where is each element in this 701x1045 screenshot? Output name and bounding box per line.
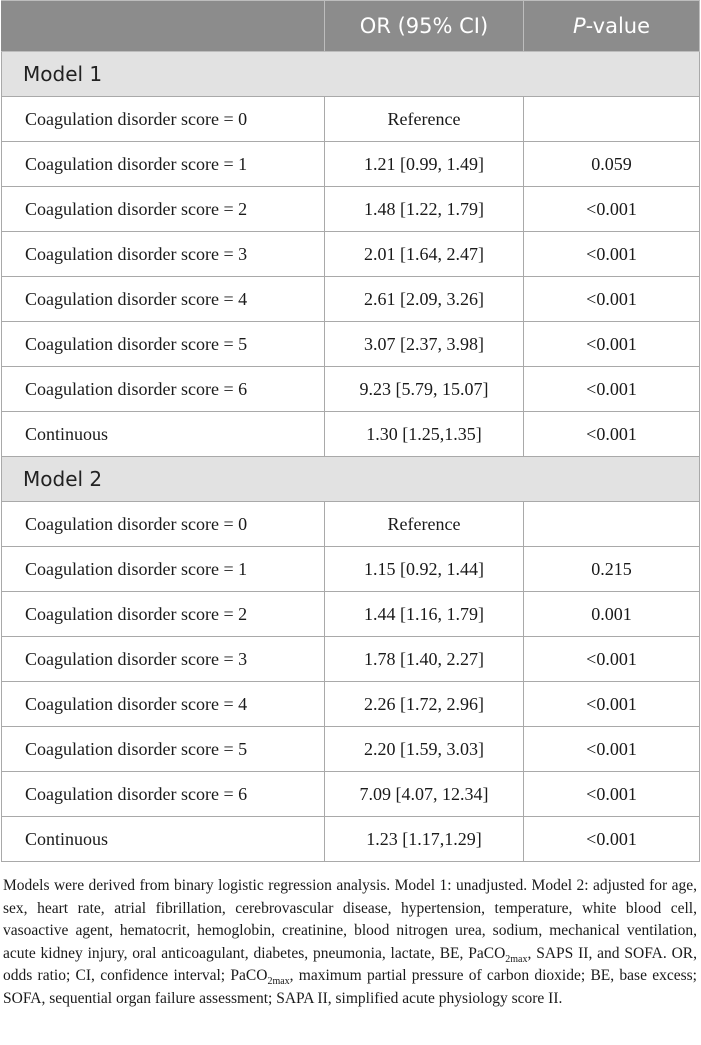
or-ci-value: 2.20 [1.59, 3.03] [325, 727, 524, 772]
or-ci-value: 9.23 [5.79, 15.07] [325, 367, 524, 412]
row-label: Coagulation disorder score = 5 [2, 727, 325, 772]
p-value: <0.001 [524, 367, 700, 412]
table-row [2, 277, 700, 322]
p-value: 0.215 [524, 547, 700, 592]
footnote-sub-1: 2max [505, 953, 528, 965]
table-row [2, 367, 700, 412]
or-ci-value: 1.23 [1.17,1.29] [325, 817, 524, 862]
p-value: <0.001 [524, 277, 700, 322]
table-row [2, 502, 700, 547]
model-title: Model 2 [2, 457, 700, 502]
p-value: <0.001 [524, 817, 700, 862]
model-header-row [2, 457, 700, 502]
or-ci-value: 3.07 [2.37, 3.98] [325, 322, 524, 367]
table-row [2, 817, 700, 862]
header-or-ci: OR (95% CI) [325, 1, 524, 52]
table-row [2, 142, 700, 187]
row-label: Coagulation disorder score = 1 [2, 142, 325, 187]
p-value: <0.001 [524, 187, 700, 232]
or-ci-value: Reference [325, 502, 524, 547]
model-header-row [2, 52, 700, 97]
header-row [2, 1, 700, 52]
table-row [2, 637, 700, 682]
p-value: <0.001 [524, 232, 700, 277]
row-label: Coagulation disorder score = 4 [2, 277, 325, 322]
p-value: <0.001 [524, 412, 700, 457]
p-value: 0.001 [524, 592, 700, 637]
row-label: Coagulation disorder score = 6 [2, 367, 325, 412]
row-label: Coagulation disorder score = 2 [2, 187, 325, 232]
header-p-rest: -value [585, 14, 651, 38]
row-label: Coagulation disorder score = 0 [2, 502, 325, 547]
row-label: Coagulation disorder score = 2 [2, 592, 325, 637]
or-ci-value: 1.78 [1.40, 2.27] [325, 637, 524, 682]
row-label: Coagulation disorder score = 3 [2, 232, 325, 277]
p-value: <0.001 [524, 772, 700, 817]
or-ci-value: 2.61 [2.09, 3.26] [325, 277, 524, 322]
or-ci-value: 1.15 [0.92, 1.44] [325, 547, 524, 592]
table-row [2, 547, 700, 592]
header-p-value [524, 1, 700, 52]
row-label: Continuous [2, 817, 325, 862]
footnote-part-1: Models were derived from binary logistic regression analysis. Model 1: unadjusted. Model 2: adjusted for age, sex, heart rate, atrial fibrillation, cerebrovascular disease, hypertension, temperature, white blood cell, vasoactive agent, hematocrit, hemoglobin, creatinine, blood nitrogen urea, sodium, mechanical ventilation, acute kidney injury, oral anticoagulant, diabetes, pneumonia, lactate, BE, PaCO [3, 877, 697, 962]
or-ci-value: 1.21 [0.99, 1.49] [325, 142, 524, 187]
p-value: <0.001 [524, 322, 700, 367]
row-label: Coagulation disorder score = 5 [2, 322, 325, 367]
header-blank-cell [2, 1, 325, 52]
results-table [1, 0, 700, 862]
row-label: Coagulation disorder score = 3 [2, 637, 325, 682]
p-value [524, 97, 700, 142]
model-title: Model 1 [2, 52, 700, 97]
p-value: 0.059 [524, 142, 700, 187]
or-ci-value: 1.44 [1.16, 1.79] [325, 592, 524, 637]
row-label: Coagulation disorder score = 0 [2, 97, 325, 142]
table-row [2, 187, 700, 232]
table-footnote [3, 875, 697, 1010]
table-row [2, 412, 700, 457]
table-row [2, 772, 700, 817]
table-row [2, 232, 700, 277]
table-row [2, 727, 700, 772]
footnote-part-3: , maximum partial pressure of carbon dioxide; BE, base excess; SOFA, sequential organ failure assessment; SAPA II, simplified acute physiology score II. [3, 967, 697, 1007]
header-p-italic: P [572, 14, 586, 38]
footnote-sub-2: 2max [267, 976, 290, 988]
or-ci-value: 2.26 [1.72, 2.96] [325, 682, 524, 727]
p-value: <0.001 [524, 637, 700, 682]
p-value: <0.001 [524, 682, 700, 727]
p-value [524, 502, 700, 547]
or-ci-value: Reference [325, 97, 524, 142]
or-ci-value: 1.30 [1.25,1.35] [325, 412, 524, 457]
row-label: Coagulation disorder score = 6 [2, 772, 325, 817]
p-value: <0.001 [524, 727, 700, 772]
footnote-part-2: , SAPS II, and SOFA. OR, odds ratio; CI, confidence interval; PaCO [3, 944, 697, 984]
row-label: Continuous [2, 412, 325, 457]
table-row [2, 322, 700, 367]
or-ci-value: 2.01 [1.64, 2.47] [325, 232, 524, 277]
table-row [2, 682, 700, 727]
table-row [2, 592, 700, 637]
row-label: Coagulation disorder score = 1 [2, 547, 325, 592]
table-row [2, 97, 700, 142]
row-label: Coagulation disorder score = 4 [2, 682, 325, 727]
or-ci-value: 1.48 [1.22, 1.79] [325, 187, 524, 232]
or-ci-value: 7.09 [4.07, 12.34] [325, 772, 524, 817]
